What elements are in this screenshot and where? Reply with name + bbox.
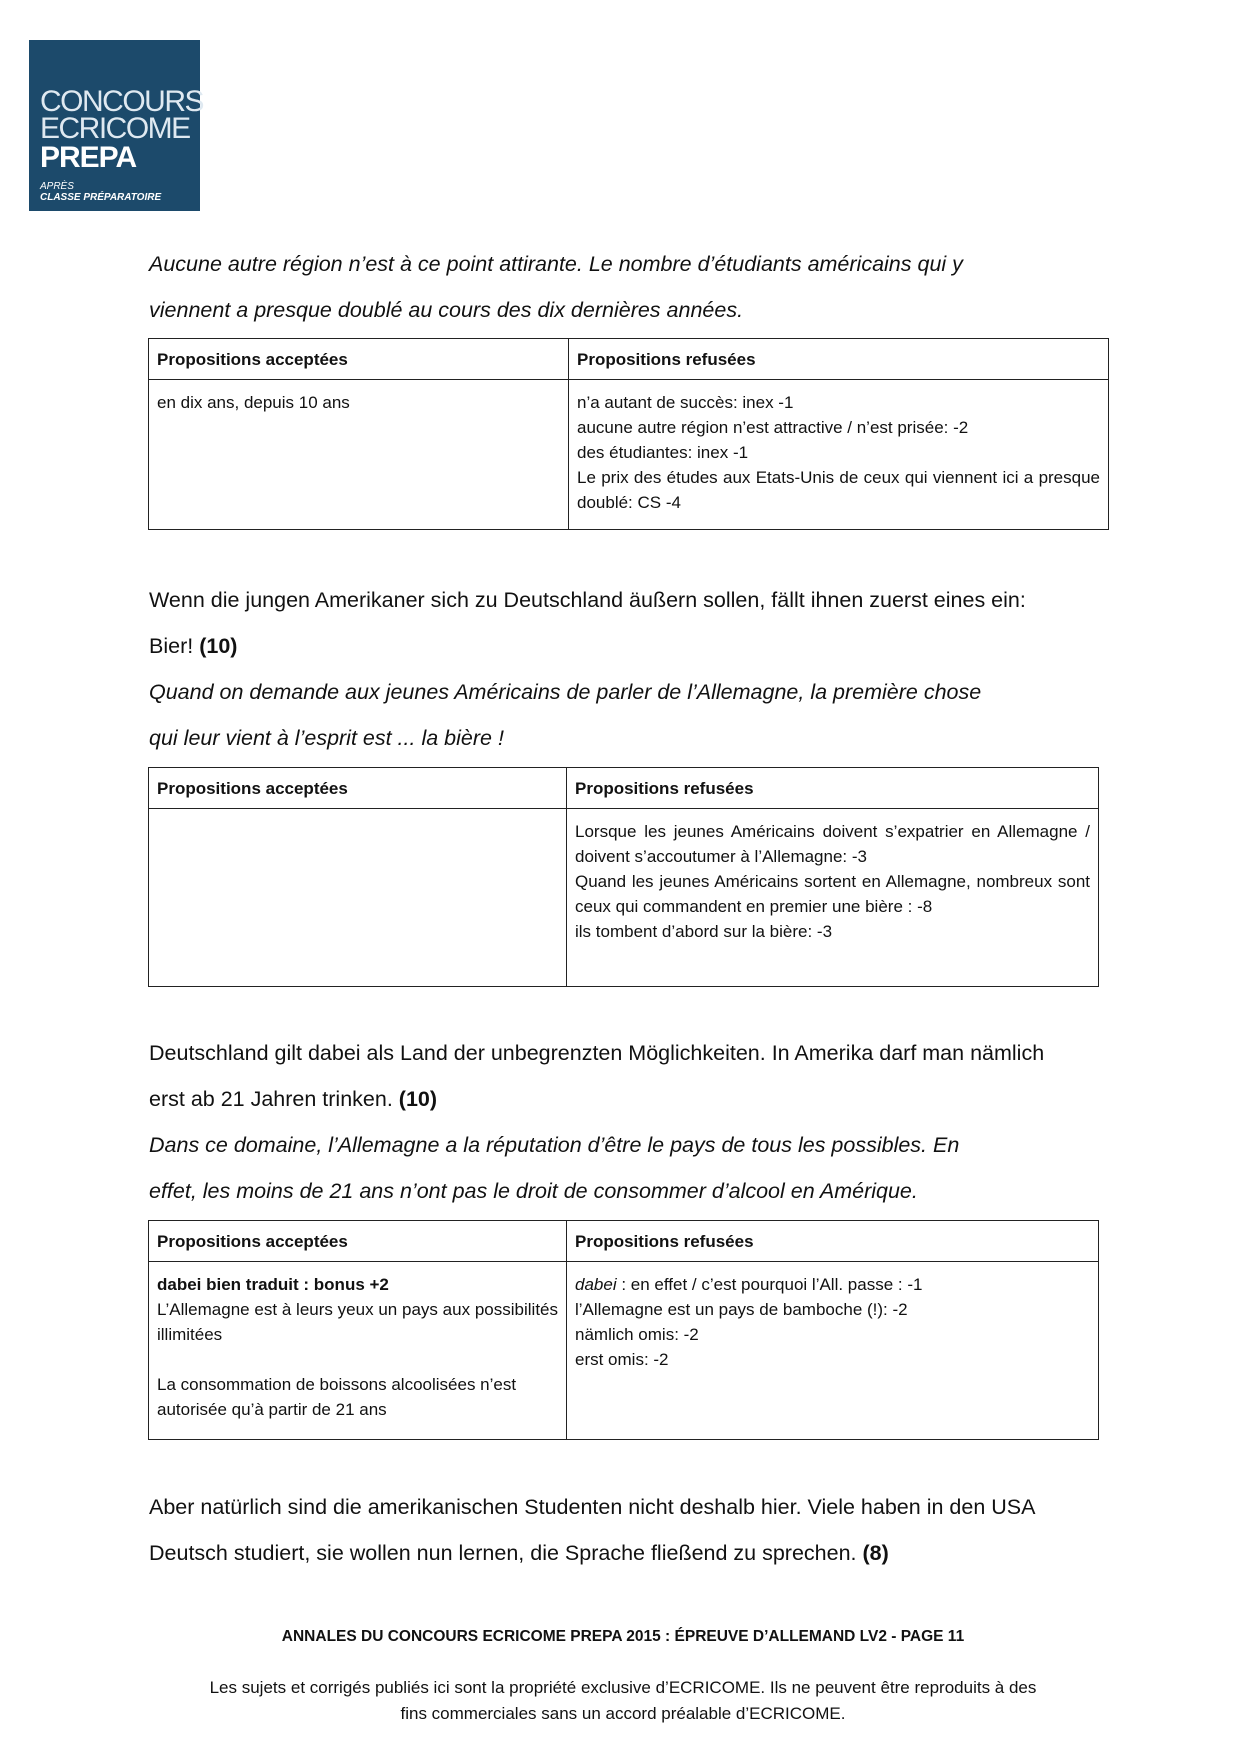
section1-fr-line1: Aucune autre région n’est à ce point attirante. Le nombre d’étudiants américains qui y	[149, 252, 963, 276]
section3-corrections-table	[148, 1220, 1099, 1440]
section3-de-line2: erst ab 21 Jahren trinken.	[149, 1087, 393, 1111]
section2-corrections-table	[148, 767, 1099, 987]
section1-corrections-table	[148, 338, 1109, 530]
accepted-item: La consommation de boissons alcoolisées n’est autorisée qu’à partir de 21 ans	[157, 1375, 517, 1419]
footer-title: ANNALES DU CONCOURS ECRICOME PREPA 2015 : ÉPREUVE D’ALLEMAND LV2 - PAGE 11	[281, 1628, 965, 1645]
section2-de-line2: Bier!	[149, 634, 194, 658]
section2-fr-line1: Quand on demande aux jeunes Américains de parler de l’Allemagne, la première chose	[149, 680, 982, 704]
section2-refused-cell	[567, 809, 1099, 987]
accepted-bonus: dabei bien traduit : bonus +2	[157, 1275, 389, 1294]
logo-line-classe: CLASSE PRÉPARATOIRE	[40, 192, 162, 203]
section3-text	[149, 1030, 1109, 1214]
logo-line-apres: APRÈS	[40, 181, 74, 192]
refused-item: Lorsque les jeunes Américains doivent s’expatrier en Allemagne / doivent s’accoutumer à l’Allemagne: -3	[575, 822, 1090, 866]
ecricome-logo	[29, 40, 204, 211]
section2-accepted-cell	[149, 809, 567, 987]
refused-item: nämlich omis: -2	[575, 1325, 699, 1344]
section1-french-translation	[149, 241, 1109, 333]
section3-de-line1: Deutschland gilt dabei als Land der unbegrenzten Möglichkeiten. In Amerika darf man nämlich	[149, 1041, 1045, 1065]
section4-points: (8)	[862, 1541, 889, 1565]
section4-text	[149, 1484, 1109, 1576]
section1-header-refused: Propositions refusées	[569, 339, 1109, 380]
section2-header-accepted: Propositions acceptées	[149, 768, 567, 809]
section2-header-refused: Propositions refusées	[567, 768, 1099, 809]
section1-fr-line2: viennent a presque doublé au cours des dix dernières années.	[149, 298, 744, 322]
section1-accepted-cell	[149, 380, 569, 530]
section3-refused-cell	[567, 1262, 1099, 1440]
accepted-item: L’Allemagne est à leurs yeux un pays aux possibilités illimitées	[157, 1300, 558, 1344]
section2-fr-line2: qui leur vient à l’esprit est ... la bière !	[149, 726, 504, 750]
section3-header-refused: Propositions refusées	[567, 1221, 1099, 1262]
section3-header-accepted: Propositions acceptées	[149, 1221, 567, 1262]
refused-item: n’a autant de succès: inex -1	[577, 393, 794, 412]
refused-item: erst omis: -2	[575, 1350, 669, 1369]
accepted-item: en dix ans, depuis 10 ans	[157, 393, 350, 412]
logo-line-ecricome: ECRICOME	[40, 112, 190, 145]
footer-notice-line1: Les sujets et corrigés publiés ici sont la propriété exclusive d’ECRICOME. Ils ne peuvent être reproduits à des	[209, 1678, 1037, 1697]
footer-notice	[149, 1675, 1097, 1727]
section1-refused-cell	[569, 380, 1109, 530]
footer-notice-line2: fins commerciales sans un accord préalable d’ECRICOME.	[400, 1704, 846, 1723]
refused-item-first: dabei : en effet / c’est pourquoi l’All. passe : -1	[575, 1275, 923, 1294]
section3-accepted-cell	[149, 1262, 567, 1440]
section2-points: (10)	[199, 634, 238, 658]
logo-line-concours: CONCOURS	[40, 85, 204, 118]
logo-line-prepa: PREPA	[40, 141, 137, 174]
section4-de-line1: Aber natürlich sind die amerikanischen Studenten nicht deshalb hier. Viele haben in den USA	[149, 1495, 1036, 1519]
section3-fr-line2: effet, les moins de 21 ans n’ont pas le droit de consommer d’alcool en Amérique.	[149, 1179, 918, 1203]
section4-de-line2: Deutsch studiert, sie wollen nun lernen, die Sprache fließend zu sprechen.	[149, 1541, 857, 1565]
section2-de-line1: Wenn die jungen Amerikaner sich zu Deutschland äußern sollen, fällt ihnen zuerst eines ein:	[149, 588, 1026, 612]
refused-keyword: dabei	[575, 1275, 617, 1294]
refused-item: l’Allemagne est un pays de bamboche (!): -2	[575, 1300, 908, 1319]
refused-item: des étudiantes: inex -1	[577, 443, 749, 462]
section1-header-accepted: Propositions acceptées	[149, 339, 569, 380]
refused-item: aucune autre région n’est attractive / n’est prisée: -2	[577, 418, 969, 437]
refused-item: Le prix des études aux Etats-Unis de ceux qui viennent ici a presque doublé: CS -4	[577, 468, 1100, 512]
section3-fr-line1: Dans ce domaine, l’Allemagne a la réputation d’être le pays de tous les possibles. En	[149, 1133, 960, 1157]
section2-text	[149, 577, 1109, 761]
refused-item: Quand les jeunes Américains sortent en Allemagne, nombreux sont ceux qui commandent en premier une bière : -8	[575, 872, 1090, 916]
refused-item: ils tombent d’abord sur la bière: -3	[575, 922, 833, 941]
section3-points: (10)	[398, 1087, 438, 1111]
